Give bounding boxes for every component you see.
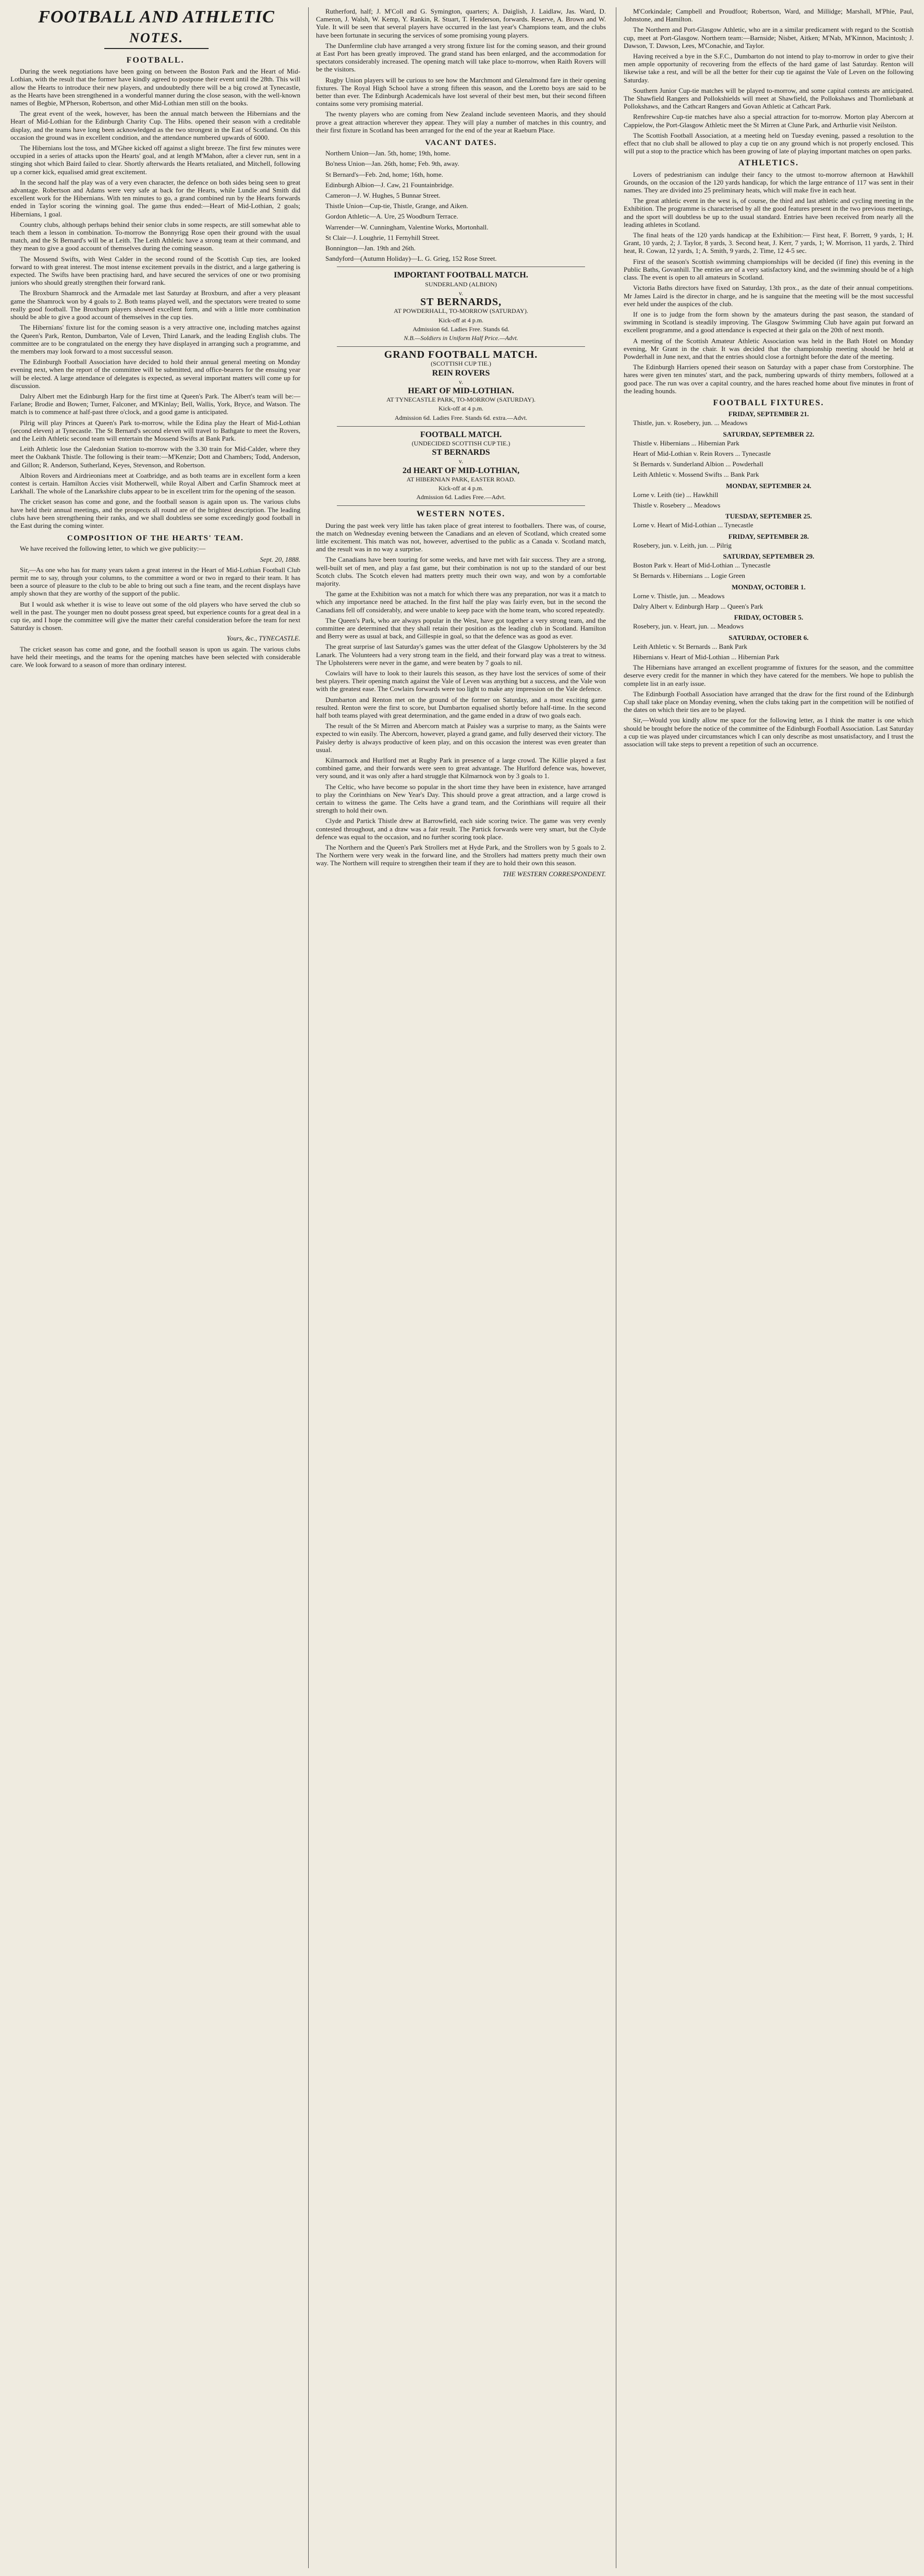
fixture-match: Lorne v. Leith (tie) ... Hawkhill [633,490,719,499]
closing-paragraph: The cricket season has come and gone, and the football season is upon us again. The various clubs have held their meetings, and the teams for the opening matches have been selected with considerable care. We look forward to a season of more than ordinary interest. [10,645,300,669]
advert-note: N.B.—Soldiers in Uniform Half Price.—Advt. [404,334,518,342]
vacant-date-item: St Bernard's—Feb. 2nd, home; 16th, home. [325,170,443,178]
fixture-match: Heart of Mid-Lothian v. Rein Rovers ... Tynecastle [633,449,771,457]
advert-separator [337,346,585,347]
vacant-dates-heading: VACANT DATES. [425,139,497,148]
fixture-match: Lorne v. Heart of Mid-Lothian ... Tynecastle [633,521,753,529]
advert-title: GRAND FOOTBALL MATCH. [384,349,538,361]
fixture-date: SATURDAY, OCTOBER 6. [728,633,809,642]
athletics-paragraph: Lovers of pedestrianism can indulge their fancy to the utmost to-morrow afternoon at Hawkhill Grounds, on the occasion of the 120 yards handicap, for which the large entrance of 117 was sent in their names. They are divided into 25 preliminary heats, which will make five in each heat. [624,170,914,195]
athletics-paragraph: Victoria Baths directors have fixed on Saturday, 13th prox., as the date of their annual competitions. Mr James Laird is the director in charge, and he is sanguine that the meeting will be the most successful ever held under the auspices of the club. [624,284,914,308]
article-paragraph: The great surprise of last Saturday's games was the utter defeat of the Glasgow Upholsterers by the 3d Lanark. The Volunteers had a very strong team in the field, and their forward play was a treat to witness. The Upholsterers were never in the game, and were beaten by 7 goals to nil. [316,643,606,667]
fixtures-list [624,410,914,661]
article-paragraph: The Hibernians have arranged an excellent programme of fixtures for the season, and the committee deserve every credit for the manner in which they have catered for the members. We hope to publish the complete list in an early issue. [624,663,914,687]
western-notes-paragraphs [316,522,606,867]
article-paragraph: The Celtic, who have become so popular in the short time they have been in existence, have arranged to play the Corinthians on New Year's Day. This should prove a great attraction, and a large crowd is certain to witness the game. The Celts have a grand team, and the Corinthians will require all their strength to hold their own. [316,782,606,815]
col3-paragraphs [624,7,914,155]
article-paragraph: Rutherford, half; J. M'Coll and G. Symington, quarters; A. Daiglish, J. Laidlaw, Jas. Ward, D. Cameron, J. Walsh, W. Kemp, Y. Rankin, R. Stuart, T. Henderson, forwards. Reserve, A. Brown and W. Yule. It will be seen that several players have occurred in the last year's Champions team, and the clubs have been fortunate in securing the services of some promising young players. [316,7,606,39]
article-paragraph: The Hibernians' fixture list for the coming season is a very attractive one, including matches against the Queen's Park, Renton, Dumbarton, Vale of Leven, Third Lanark, and the leading English clubs. The committee are to be congratulated on the energy they have displayed in arranging such a programme, and the members may look forward to a most successful season. [10,323,300,355]
title-rule [104,48,209,49]
letter-date: Sept. 20, 1888. [260,555,300,563]
advert-kickoff: Kick-off at 4 p.m. [438,405,484,413]
hearts-team-heading: COMPOSITION OF THE HEARTS' TEAM. [67,534,244,543]
advert-team: HEART OF MID-LOTHIAN. [408,386,514,395]
fixtures-heading: FOOTBALL FIXTURES. [713,398,824,407]
fixture-match: Lorne v. Thistle, jun. ... Meadows [633,591,725,600]
article-paragraph: The Northern and Port-Glasgow Athletic, who are in a similar predicament with regard to the Scottish cup, meet at Port-Glasgow. Northern team:—Barnside; Nisbet, Aitken; M'Nab, M'Kinnon, Macintosh; J. Dawson, T. Dawson, Lees, M'Conachie, and Taylor. [624,26,914,50]
col3-closing-paragraphs [624,663,914,748]
advert-line: v. [458,289,464,297]
column-divider-1 [308,7,309,2568]
letter-paragraphs [10,566,300,632]
article-paragraph: The Hibernians lost the toss, and M'Ghee kicked off against a slight breeze. The first few minutes were occupied in a series of attacks upon the Hearts' goal, and at length M'Mahon, after a clever run, sent in a stinging shot which Baird failed to clear. Shortly afterwards the Hearts retaliated, and Mitchell, following up a corner kick, equalised amid great excitement. [10,144,300,176]
column-football [10,52,300,2566]
athletics-paragraphs [624,171,914,395]
advert-admission: Admission 6d. Ladies Free. Stands 6d. extra.—Advt. [394,414,528,421]
advert-title: IMPORTANT FOOTBALL MATCH. [394,271,528,280]
vacant-date-item: Gordon Athletic—A. Ure, 25 Woodburn Terrace. [325,212,458,221]
letter-paragraph: Sir,—As one who has for many years taken a great interest in the Heart of Mid-Lothian Football Club permit me to say, through your columns, to the committee a word or two in regard to their team. It has been a source of pleasure to the club to be able to bring out such a fine team, and the recent displays have amply shown that they are worthy of the support of the public. [10,565,300,598]
fixture-date: FRIDAY, SEPTEMBER 21. [728,410,809,418]
advert-separator [337,426,585,427]
fixture-match: Boston Park v. Heart of Mid-Lothian ... Tynecastle [633,561,771,570]
article-paragraph: The game at the Exhibition was not a match for which there was any preparation, nor was it a match to which any importance need be attached. In the first half the play was fairly even, but in the second the Canadians fell off considerably, and were unable to keep pace with the home team, who scored repeatedly. [316,590,606,614]
fixture-match: Leith Athletic v. St Bernards ... Bank Park [633,642,748,650]
advert-line: SUNDERLAND (ALBION) [425,280,497,288]
advert-vs: v. [458,378,464,385]
advert-team: ST BERNARDS, [420,296,502,308]
article-paragraph: Southern Junior Cup-tie matches will be played to-morrow, and some capital contests are anticipated. The Shawfield Rangers and Pollokshields will meet at Shawfield, the Pollokshaws and Thornliebank at Pollokshaws, and the Cathcart Rangers and Govan Athletic at Cathcart Park. [624,86,914,111]
article-paragraph: The Broxburn Shamrock and the Armadale met last Saturday at Broxburn, and after a very pleasant game the Shamrock won by 4 goals to 2. Both teams played well, and the spectators were treated to some really good football. The Broxburn players showed excellent form, and with a little more combination should be able to give a good account of themselves in the cup ties. [10,289,300,321]
article-paragraph: The Canadians have been touring for some weeks, and have met with fair success. They are a strong, well-built set of men, and play a fast game, but their combination is not up to the standard of our best Scotch clubs. The Scotch eleven had matters pretty much their own way, and won by a comfortable majority. [316,555,606,587]
advert-kickoff: Kick-off at 4 p.m. [438,484,484,492]
letter-paragraph: But I would ask whether it is wise to leave out some of the old players who have served the club so well in the past. The younger men no doubt possess great speed, but experience counts for a great deal in a cup tie, and I hope the committee will give the matter their careful consideration before the team for next Saturday is chosen. [10,600,300,632]
section-title: FOOTBALL AND ATHLETIC [38,7,275,27]
article-paragraph: The Edinburgh Football Association have arranged that the draw for the first round of the Edinburgh Cup shall take place on Monday evening, when the clubs taking part in the competition will be notified of the dates on which their ties are to be played. [624,690,914,714]
article-paragraph: Clyde and Partick Thistle drew at Barrowfield, each side scoring twice. The game was very evenly contested throughout, and a draw was a fair result. The Partick forwards were very smart, but the Clyde defence was equal to the occasion, and no further scoring took place. [316,817,606,841]
vacant-date-item: Edinburgh Albion—J. Caw, 21 Fountainbridge. [325,180,454,189]
article-paragraph: Leith Athletic lose the Caledonian Station to-morrow with the 3.30 train for Mid-Calder, where they meet the Oakbank Thistle. The following is their team:—M'Kenzie; Dott and Chambers; Todd, Anderson, and Gillon; R. Anderson, Sutherland, Keyes, Stevenson, and Robertson. [10,445,300,469]
vacant-date-item: Northern Union—Jan. 5th, home; 19th, home. [325,149,451,158]
col2-top-paragraphs [316,7,606,134]
article-paragraph: The Mossend Swifts, with West Calder in the second round of the Scottish Cup ties, are looked forward to with great interest. The most intense excitement prevails in the district, and a large gathering is expected. The Swifts have been practising hard, and have secured the services of one or two promising juniors who should greatly strengthen their forward rank. [10,255,300,287]
athletics-paragraph: The final heats of the 120 yards handicap at the Exhibition:— First heat, F. Borrett, 9 yards, 1; H. Grant, 10 yards, 2; J. Taylor, 8 yards, 3. Second heat, J. Kerr, 7 yards, 1; W. Morrison, 11 yards, 2. Third heat, R. Cowan, 12 yards, 1; A. Smith, 9 yards, 2. Time, 12 4-5 sec. [624,231,914,255]
article-paragraph: The Dunfermline club have arranged a very strong fixture list for the coming season, and their ground at East Port has been greatly improved. The grand stand has been enlarged, and the accommodation for spectators considerably increased. The opening match will take place to-morrow, when Raith Rovers will be the visitors. [316,41,606,74]
advert-venue: AT TYNECASTLE PARK, TO-MORROW (SATURDAY). [386,396,536,404]
article-paragraph: The Edinburgh Football Association have decided to hold their annual general meeting on Monday evening next, when the report of the committee will be submitted, and office-bearers for the ensuing year will be elected. A large attendance of delegates is expected, as several important matters will come up for discussion. [10,358,300,390]
vacant-date-item: Bonnington—Jan. 19th and 26th. [325,244,416,252]
article-paragraph: Dalry Albert met the Edinburgh Harp for the first time at Queen's Park. The Albert's team will be:—Farlane; Brodie and Bowen; Turner, Falconer, and M'Kinlay; Bell, Wallis, York, Bryce, and Watson. The match is to commence at half-past three o'clock, and a good game is anticipated. [10,392,300,416]
fixture-match: Rosebery, jun. v. Heart, jun. ... Meadows [633,622,744,631]
fixture-date: FRIDAY, SEPTEMBER 28. [728,532,809,540]
advert-title: FOOTBALL MATCH. [420,430,502,439]
athletics-paragraph: The Edinburgh Harriers opened their season on Saturday with a paper chase from Corstorphine. The hares were given ten minutes' start, and the pack, numbering upwards of thirty members, followed at a good pace. The run was over a capital country, and the hares reached home about five minutes in front of the leading hounds. [624,363,914,395]
article-paragraph: M'Corkindale; Campbell and Proudfoot; Robertson, Ward, and Millidge; Marshall, M'Phie, Paul, Johnstone, and Hamilton. [624,7,914,23]
advert-sub: (UNDECIDED SCOTTISH CUP TIE.) [411,439,510,447]
advert-admission: Admission 6d. Ladies Free.—Advt. [416,493,506,501]
article-paragraph: Country clubs, although perhaps behind their senior clubs in some respects, are still somewhat able to teach them a lesson in combination. To-morrow the Bonnyrigg Rose open their ground with the usual match, and the St Bernard's will be at Leith. The Leith Athletic have a strong team at their command, and they mean to give a good account of themselves during the coming season. [10,220,300,252]
fixture-match: St Bernards v. Hibernians ... Logie Green [633,572,746,580]
advert-separator [337,505,585,506]
vacant-date-item: Sandyford—(Autumn Holiday)—L. G. Grieg, 152 Rose Street. [325,255,497,263]
article-paragraph: Dumbarton and Renton met on the ground of the former on Saturday, and a most exciting game resulted. Renton were the first to score, but Dumbarton equalised shortly before half-time. In the second half both teams played with great determination, and the game ended in a draw of two goals each. [316,695,606,720]
athletics-paragraph: If one is to judge from the form shown by the amateurs during the past season, the standard of swimming in Scotland is steadily improving. The Glasgow Swimming Club have again put forward an excellent programme, and a good attendance is expected at their gala on the 20th of next month. [624,310,914,334]
advert-sub: (SCOTTISH CUP TIE.) [431,360,491,368]
article-paragraph: In the second half the play was of a very even character, the defence on both sides being seen to great advantage. Robertson and Adams were very safe at back for the Hearts, while Lundie and Smith did excellent work for the Hibernians. With ten minutes to go, a grand combined run by the Hearts forwards ended in Taylor scoring the winning goal. The game thus ended:—Heart of Mid-Lothian, 2 goals; Hibernians, 1 goal. [10,178,300,218]
article-paragraph: Renfrewshire Cup-tie matches have also a special attraction for to-morrow. Morton play Abercorn at Cappielow, the Port-Glasgow Athletic meet the St Mirren at Clune Park, and Arthurlie visit Neilston. [624,113,914,129]
article-paragraph: During the past week very little has taken place of great interest to footballers. There was, of course, the match on Wednesday evening between the Canadians and an eleven of Scotland, which created some little excitement. This match was not, however, advertised to the public as a Canada v. Scotland match, and the result was in no way a surprise. [316,521,606,553]
western-notes-heading: WESTERN NOTES. [416,510,506,519]
athletics-paragraph: The great athletic event in the west is, of course, the third and last athletic and cycling meeting in the Exhibition. The programme is characterised by all the good features present in the two previous meetings, and the sport will doubtless be up to the usual standard. Entries have been received from nearly all the leading athletes in Scotland. [624,197,914,228]
advert-team: REIN ROVERS [432,368,490,378]
article-paragraph: Pilrig will play Princes at Queen's Park to-morrow, while the Edina play the Heart of Mid-Lothian (second eleven) at Tynecastle. The St Bernard's second eleven will travel to Bathgate to meet the Rovers, and the Leith Athletic second team will entertain the Mossend Swifts at Bank Park. [10,418,300,442]
fixture-match: Hibernians v. Heart of Mid-Lothian ... Hibernian Park [633,653,780,661]
fixture-date: FRIDAY, OCTOBER 5. [734,613,804,622]
fixture-date: TUESDAY, SEPTEMBER 25. [725,512,812,521]
fixture-match: St Bernards v. Sunderland Albion ... Powderhall [633,460,763,468]
article-paragraph: The Scottish Football Association, at a meeting held on Tuesday evening, passed a resolution to the effect that no club shall be allowed to play a cup tie on any ground which is not properly enclosed. This will put a stop to the practice which has been growing of late of playing important matches on open parks. [624,131,914,155]
vacant-date-item: Thistle Union—Cup-tie, Thistle, Grange, and Aiken. [325,202,468,210]
advert-venue: AT HIBERNIAN PARK, EASTER ROAD. [406,475,516,483]
vacant-date-item: Warrender—W. Cunningham, Valentine Works, Mortonhall. [325,223,489,231]
fixture-match: Thistle v. Hibernians ... Hibernian Park [633,439,739,447]
article-paragraph: During the week negotiations have been going on between the Boston Park and the Heart of Mid-Lothian, with the result that the former have kindly agreed to postpone their event until the 28th. This will allow the Hearts to introduce their new players, and undoubtedly there will be a big crowd at Tynecastle, as the Hearts have been strengthened in a wonderful manner during the close season, with the well-known names of Begbie, M'Pherson, Robertson, and other Mid-Lothian men still on the books. [10,67,300,107]
fixture-date: MONDAY, OCTOBER 1. [732,583,806,591]
article-paragraph: The twenty players who are coming from New Zealand include seventeen Maoris, and they should prove a great attraction wherever they appear. They will play a number of matches in this country, and their first fixture in Scotland has been arranged for the end of the year at Raeburn Place. [316,110,606,134]
fixture-match: Dalry Albert v. Edinburgh Harp ... Queen's Park [633,602,763,610]
vacant-date-item: Bo'ness Union—Jan. 26th, home; Feb. 9th, away. [325,160,459,168]
article-paragraph: Cowlairs will have to look to their laurels this season, as they have lost the services of some of their best players. Their opening match against the Vale of Leven was anything but a success, and the Vale won with the greatest ease. The Cowlairs forwards were too light to make any impression on the Vale defence. [316,669,606,693]
athletics-heading: ATHLETICS. [738,159,799,168]
football-paragraphs [10,67,300,529]
article-paragraph: Kilmarnock and Hurlford met at Rugby Park in presence of a large crowd. The Killie played a fast combined game, and their forwards were seen to great advantage. The Hurlford defence was, however, very sound, and it was only after a hard struggle that Kilmarnock won by 3 goals to 1. [316,756,606,780]
article-paragraph: The result of the St Mirren and Abercorn match at Paisley was a surprise to many, as the Saints were expected to win easily. The Abercorn, however, played a grand game, and fully deserved their victory. The Paisley derby is always productive of keen play, and on this occasion the interest was even greater than usual. [316,722,606,754]
section-subtitle: NOTES. [129,30,184,45]
masthead [10,7,302,46]
article-paragraph: Having received a bye in the S.F.C., Dumbarton do not intend to play to-morrow in order to give their men ample opportunity of recovering from the effects of the hard game of last Saturday. Renton will likewise take a rest, and will be all the better for their cup tie against the Vale of Leven on the following Saturday. [624,52,914,84]
letter-signoff: Yours, &c., TYNECASTLE. [226,634,300,643]
fixture-match: Thistle v. Rosebery ... Meadows [633,501,721,509]
column-athletics-fixtures [624,7,914,2566]
advert-venue: AT POWDERHALL, TO-MORROW (SATURDAY). [394,307,528,315]
article-paragraph: Rugby Union players will be curious to see how the Marchmont and Glenalmond fare in their opening fixtures. The Royal High School have a strong fifteen this season, and the Loretto boys are said to be better than ever. The Edinburgh Academicals have lost several of their best men, but their second fifteen contains some very promising material. [316,76,606,108]
advert-team: 2d HEART OF MID-LOTHIAN, [402,466,520,475]
fixture-date: SATURDAY, SEPTEMBER 22. [723,430,814,438]
advert-hearts-cup-tie [316,351,606,422]
article-paragraph: Albion Rovers and Airdrieonians meet at Coatbridge, and as both teams are in excellent form a keen contest is certain. Hamilton Accies visit Motherwell, while Royal Albert and Carfin Shamrock meet at Larkhall. The whole of the Lanarkshire clubs appear to be in excellent trim for the opening of the season. [10,471,300,495]
vacant-dates-list [316,149,606,262]
fixture-match: Leith Athletic v. Mossend Swifts ... Bank Park [633,470,759,479]
article-paragraph: The Northern and the Queen's Park Strollers met at Hyde Park, and the Strollers won by 5 goals to 2. The Northern were very weak in the forward line, and the Strollers had matters pretty much their own way. The Northern will require to strengthen their team if they are to hold their own this season. [316,843,606,867]
fixture-date: MONDAY, SEPTEMBER 24. [726,481,811,490]
athletics-paragraph: A meeting of the Scottish Amateur Athletic Association was held in the Bath Hotel on Monday evening, Mr Grant in the chair. It was decided that the championship meeting should be held at Powderhall in June next, and that the entries should close a fortnight before the date of the meeting. [624,336,914,360]
advert-vs: v. [458,457,464,465]
advert-undecided-cup-tie [316,431,606,502]
fixture-date: SATURDAY, SEPTEMBER 29. [723,552,814,560]
vacant-date-item: Cameron—J. W. Hughes, 5 Bunnar Street. [325,191,441,200]
article-paragraph: The Queen's Park, who are always popular in the West, have got together a very strong team, and the committee are determined that they shall retain their position as the leading club in Scotland. Hamilton and Berry were as usual at back, and Gillespie in goal, so that the defence was as good as ever. [316,616,606,640]
western-signoff: THE WESTERN CORRESPONDENT. [502,869,606,878]
article-paragraph: The cricket season has come and gone, and the football season is again upon us. The various clubs have held their annual meetings, and the prospects all round are of the brightest description. The leading clubs have been strengthening their ranks, and we shall doubtless see some exceedingly good football in the East during the coming winter. [10,498,300,529]
vacant-date-item: St Clair—J. Loughrie, 11 Fernyhill Street. [325,233,440,241]
advert-kickoff: Kick-off at 4 p.m. [438,316,484,324]
athletics-paragraph: First of the season's Scottish swimming championships will be decided (if fine) this evening in the Public Baths, Govanhill. The entries are of a very satisfactory kind, and the swimming should be of a high class. The event is open to all amateurs in Scotland. [624,257,914,282]
advert-sunderland-st-bernards [316,271,606,342]
advert-team: ST BERNARDS [432,448,490,457]
letter-intro: We have received the following letter, to which we give publicity:— [20,545,206,553]
fixture-match: Thistle, jun. v. Rosebery, jun. ... Meadows [633,419,748,427]
column-western-notes [316,7,606,2566]
article-paragraph: Sir,—Would you kindly allow me space for the following letter, as I think the matter is one which should be brought before the notice of the committee of the Edinburgh Football Association. Last Saturday a cup tie was played under circumstances which I can only describe as most unsatisfactory, and I trust the association will take steps to prevent a repetition of such an occurrence. [624,716,914,748]
article-paragraph: The great event of the week, however, has been the annual match between the Hibernians and the Heart of Mid-Lothian for the Edinburgh Charity Cup. The Hibs. opened their season with a creditable display, and the teams have long been acknowledged as the two strongest in the East of Scotland. On this occasion the ground was in excellent condition, and the attendance numbered upwards of 6000. [10,110,300,141]
fixture-match: Rosebery, jun. v. Leith, jun. ... Pilrig [633,541,732,549]
football-heading: FOOTBALL. [126,56,185,65]
advert-admission: Admission 6d. Ladies Free. Stands 6d. [412,325,509,333]
